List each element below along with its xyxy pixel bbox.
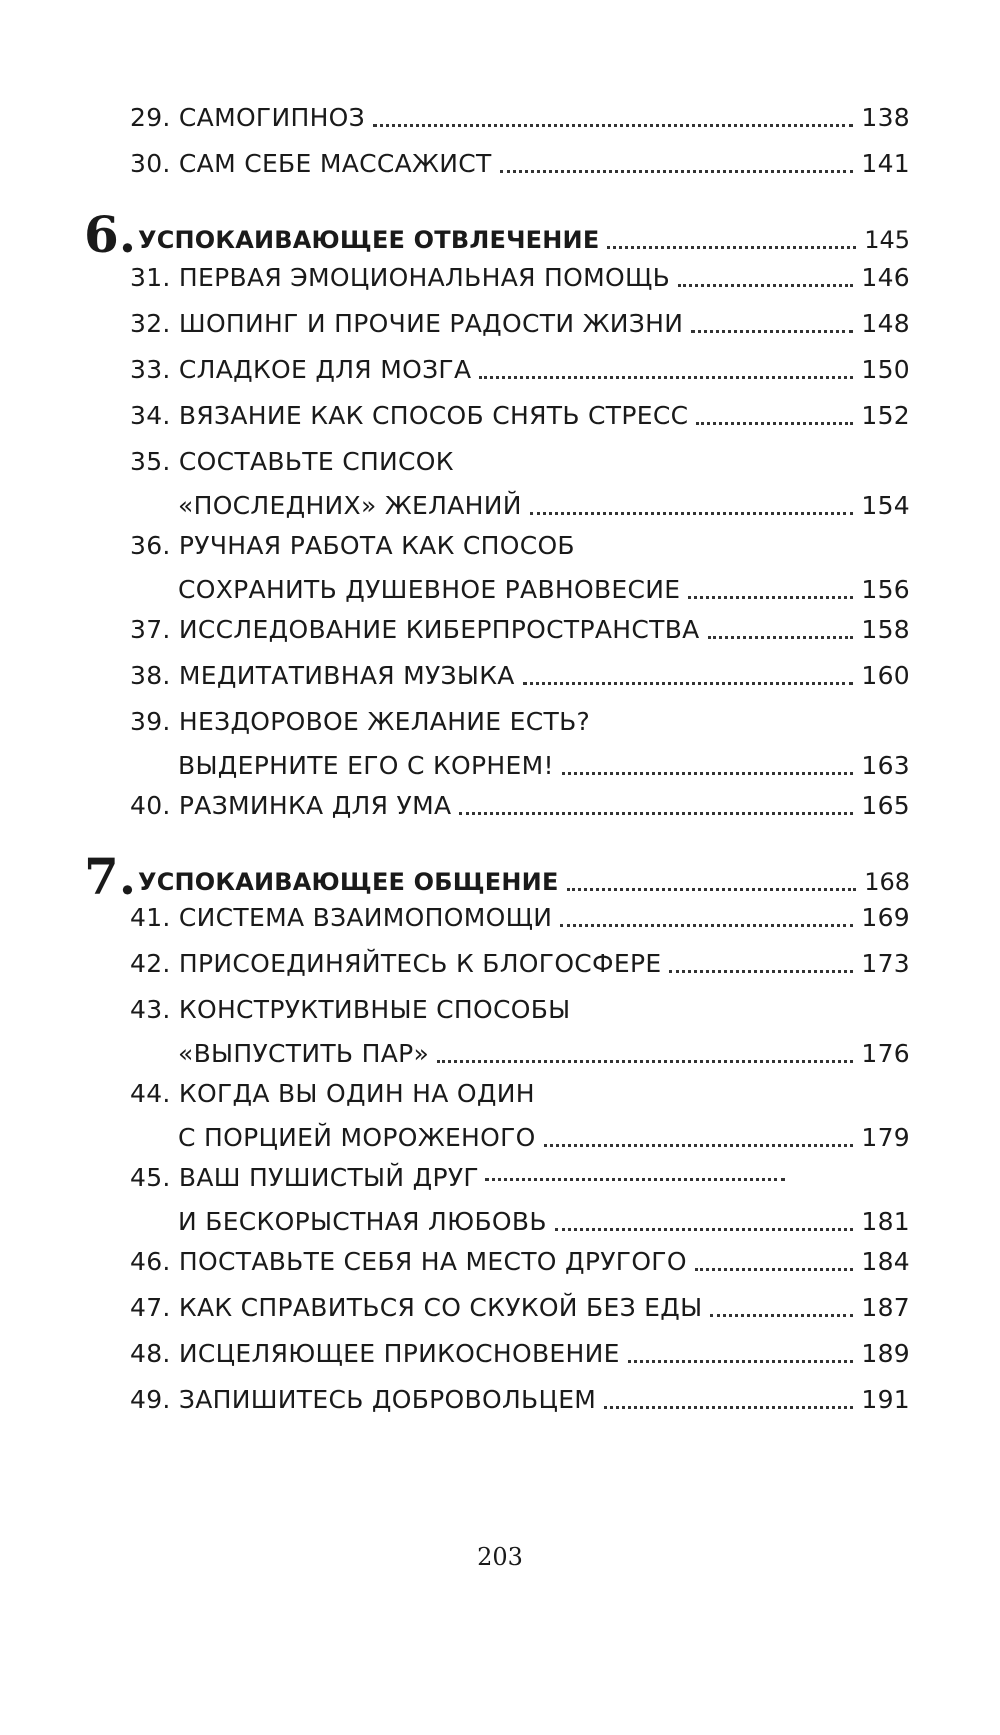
entry-page-number: 163: [861, 751, 910, 780]
entry-title: 40. РАЗМИНКА ДЛЯ УМА: [130, 791, 452, 820]
entry-page-number: 184: [861, 1247, 910, 1276]
dot-leader: [607, 246, 856, 249]
entry-title-line2: СОХРАНИТЬ ДУШЕВНОЕ РАВНОВЕСИЕ: [178, 575, 681, 604]
entry-page-number: 156: [861, 575, 910, 604]
section-title: УСПОКАИВАЮЩЕЕ ОТВЛЕЧЕНИЕ: [138, 226, 600, 254]
dot-leader: [708, 636, 854, 639]
entry-page-number: 152: [861, 401, 910, 430]
entry-page-number: 179: [861, 1123, 910, 1152]
dot-leader: [695, 1268, 854, 1271]
toc-entry-32[interactable]: [130, 304, 910, 344]
toc-entry-43[interactable]: [130, 990, 910, 1074]
entry-title-line2: И БЕСКОРЫСТНАЯ ЛЮБОВЬ: [178, 1207, 547, 1236]
toc-entry-34[interactable]: [130, 396, 910, 436]
dot-leader: [567, 888, 857, 891]
section-number: 6.: [84, 205, 137, 264]
dot-leader: [544, 1144, 854, 1147]
toc-entry-37[interactable]: [130, 610, 910, 650]
entry-title: 37. ИССЛЕДОВАНИЕ КИБЕРПРОСТРАНСТВА: [130, 615, 700, 644]
toc-entry-40[interactable]: [130, 786, 910, 826]
section-heading-7[interactable]: [84, 842, 910, 906]
entry-page-number: 138: [861, 103, 910, 132]
entry-title-line1: 36. РУЧНАЯ РАБОТА КАК СПОСОБ: [130, 531, 575, 560]
dot-leader: [562, 772, 854, 775]
dot-leader: [691, 330, 853, 333]
entry-title: 46. ПОСТАВЬТЕ СЕБЯ НА МЕСТО ДРУГОГО: [130, 1247, 687, 1276]
entry-title: 42. ПРИСОЕДИНЯЙТЕСЬ К БЛОГОСФЕРЕ: [130, 949, 662, 978]
entry-page-number: 160: [861, 661, 910, 690]
entry-title-line1: 39. НЕЗДОРОВОЕ ЖЕЛАНИЕ ЕСТЬ?: [130, 707, 591, 736]
entry-title-line1: 43. КОНСТРУКТИВНЫЕ СПОСОБЫ: [130, 995, 571, 1024]
dot-leader: [523, 682, 854, 685]
entry-page-number: 176: [861, 1039, 910, 1068]
entry-title: 38. МЕДИТАТИВНАЯ МУЗЫКА: [130, 661, 515, 690]
entry-page-number: 150: [861, 355, 910, 384]
entry-page-number: 146: [861, 263, 910, 292]
dot-leader: [710, 1314, 853, 1317]
section-title: УСПОКАИВАЮЩЕЕ ОБЩЕНИЕ: [138, 868, 559, 896]
entry-page-number: 169: [861, 903, 910, 932]
entry-page-number: 187: [861, 1293, 910, 1322]
entry-page-number: 148: [861, 309, 910, 338]
entry-title: 49. ЗАПИШИТЕСЬ ДОБРОВОЛЬЦЕМ: [130, 1385, 597, 1414]
dot-leader: [500, 170, 854, 173]
dot-leader: [555, 1228, 854, 1231]
toc-entry-35[interactable]: [130, 442, 910, 526]
entry-title-line1: 45. ВАШ ПУШИСТЫЙ ДРУГ: [130, 1158, 910, 1198]
entry-title: 31. ПЕРВАЯ ЭМОЦИОНАЛЬНАЯ ПОМОЩЬ: [130, 263, 671, 292]
dot-leader: [459, 812, 853, 815]
entry-title: 47. КАК СПРАВИТЬСЯ СО СКУКОЙ БЕЗ ЕДЫ: [130, 1293, 703, 1322]
dot-leader: [479, 376, 853, 379]
dot-leader: [604, 1406, 853, 1409]
toc-entry-46[interactable]: [130, 1242, 910, 1282]
entry-title-line1: 35. СОСТАВЬТЕ СПИСОК: [130, 447, 454, 476]
entry-page-number: 165: [861, 791, 910, 820]
dot-leader: [530, 512, 854, 515]
toc-entry-33[interactable]: [130, 350, 910, 390]
dot-leader: [678, 284, 853, 287]
entry-page-number: 158: [861, 615, 910, 644]
entry-page-number: 189: [861, 1339, 910, 1368]
page-number: 203: [477, 1543, 523, 1571]
section-page-number: 145: [864, 226, 910, 254]
toc-entry-39[interactable]: [130, 702, 910, 786]
dot-leader: [373, 124, 853, 127]
entry-page-number: 141: [861, 149, 910, 178]
toc-entry-38[interactable]: [130, 656, 910, 696]
entry-page-number: 181: [861, 1207, 910, 1236]
entry-title-line1: 44. КОГДА ВЫ ОДИН НА ОДИН: [130, 1079, 535, 1108]
entry-title: 48. ИСЦЕЛЯЮЩЕЕ ПРИКОСНОВЕНИЕ: [130, 1339, 620, 1368]
section-page-number: 168: [864, 868, 910, 896]
dot-leader: [688, 596, 853, 599]
toc-entry-48[interactable]: [130, 1334, 910, 1374]
toc-entry-29[interactable]: [130, 98, 910, 138]
toc-entry-47[interactable]: [130, 1288, 910, 1328]
toc-entry-31[interactable]: [130, 258, 910, 298]
toc-entry-49[interactable]: [130, 1380, 910, 1420]
dot-leader: [437, 1060, 853, 1063]
dot-leader: [696, 422, 853, 425]
entry-title: 33. СЛАДКОЕ ДЛЯ МОЗГА: [130, 355, 472, 384]
entry-title: 29. САМОГИПНОЗ: [130, 103, 365, 132]
toc-entry-36[interactable]: [130, 526, 910, 610]
dot-leader: [669, 970, 853, 973]
entry-title: 34. ВЯЗАНИЕ КАК СПОСОБ СНЯТЬ СТРЕСС: [130, 401, 689, 430]
entry-page-number: 173: [861, 949, 910, 978]
toc-entry-42[interactable]: [130, 944, 910, 984]
entry-title: 30. САМ СЕБЕ МАССАЖИСТ: [130, 149, 492, 178]
entry-title-line2: «ВЫПУСТИТЬ ПАР»: [178, 1039, 430, 1068]
toc-entry-44[interactable]: [130, 1074, 910, 1158]
entry-title: 41. СИСТЕМА ВЗАИМОПОМОЩИ: [130, 903, 553, 932]
toc-entry-41[interactable]: [130, 898, 910, 938]
entry-title: 32. ШОПИНГ И ПРОЧИЕ РАДОСТИ ЖИЗНИ: [130, 309, 684, 338]
toc-entry-30[interactable]: [130, 144, 910, 184]
section-number: 7.: [84, 847, 137, 906]
toc-entry-45[interactable]: [130, 1158, 910, 1242]
entry-page-number: 154: [861, 491, 910, 520]
section-heading-6[interactable]: [84, 200, 910, 264]
dot-leader: [485, 1178, 785, 1181]
entry-page-number: 191: [861, 1385, 910, 1414]
entry-title-line2: «ПОСЛЕДНИХ» ЖЕЛАНИЙ: [178, 491, 522, 520]
dot-leader: [628, 1360, 854, 1363]
entry-title-line2: С ПОРЦИЕЙ МОРОЖЕНОГО: [178, 1123, 536, 1152]
entry-title-line2: ВЫДЕРНИТЕ ЕГО С КОРНЕМ!: [178, 751, 554, 780]
dot-leader: [560, 924, 853, 927]
